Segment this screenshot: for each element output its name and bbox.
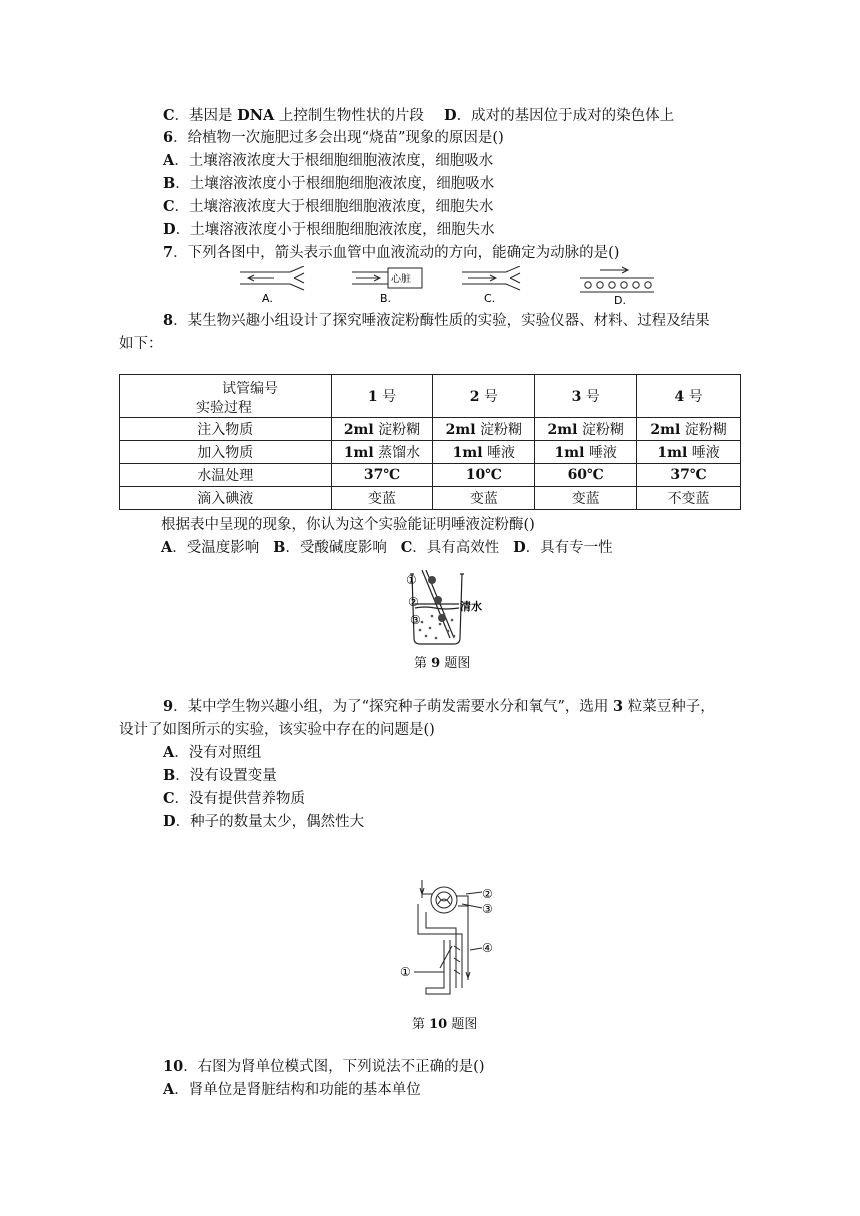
q8-stem-line1: 8．某生物兴趣小组设计了探究唾液淀粉酶性质的实验，实验仪器、材料、过程及结果: [163, 312, 710, 329]
table-cell: 2ml 淀粉糊: [331, 418, 433, 441]
option-letter: C: [163, 107, 175, 124]
table-cell: 2ml 淀粉糊: [637, 418, 741, 441]
table-cell: 2ml 淀粉糊: [535, 418, 637, 441]
mark-2: ②: [408, 595, 419, 609]
q9-option-d: D．种子的数量太少，偶然性大: [163, 813, 365, 830]
table-row: [120, 441, 741, 464]
table-cell: 10℃: [433, 464, 535, 487]
nephron-figure: [396, 876, 506, 1006]
row-label: 水温处理: [120, 464, 332, 487]
vessel-b-figure: [352, 268, 422, 288]
mark-1: ①: [400, 965, 411, 979]
q6-option-d: D．土壤溶液浓度小于根细胞细胞液浓度，细胞失水: [163, 221, 495, 238]
q9-stem-line2: 设计了如图所示的实验，该实验中存在的问题是(): [119, 722, 435, 738]
renal-capsule: [431, 887, 457, 913]
table-cell: 1ml 唾液: [433, 441, 535, 464]
table-cell: 37℃: [331, 464, 433, 487]
table-corner-cell: [120, 375, 332, 418]
q10-stem: 10．右图为肾单位模式图，下列说法不正确的是(): [163, 1058, 485, 1075]
vessel-a-label: A.: [262, 292, 273, 305]
experiment-table: [119, 374, 741, 510]
row-label: 滴入碘液: [120, 487, 332, 510]
table-header-cell: 3 号: [535, 375, 637, 418]
q7-vessel-diagrams: [230, 266, 670, 308]
table-cell: 37℃: [637, 464, 741, 487]
table-cell: 变蓝: [433, 487, 535, 510]
q5-option-c: C．基因是 DNA 上控制生物性状的片段: [163, 107, 424, 124]
heart-label: 心脏: [391, 274, 411, 285]
water-label: 清水: [460, 600, 482, 613]
corner-top-label: 试管编号: [222, 381, 278, 397]
q8-stem-line2: 如下：: [119, 336, 163, 352]
vessel-c-label: C.: [484, 292, 496, 305]
table-header-row: [120, 375, 741, 418]
table-cell: 变蓝: [535, 487, 637, 510]
seed-1: [428, 576, 436, 584]
row-label: 加入物质: [120, 441, 332, 464]
table-header-cell: 2 号: [433, 375, 535, 418]
mark-3: ③: [482, 902, 493, 916]
glomerulus: [436, 892, 452, 908]
q9-option-a: A．没有对照组: [163, 744, 262, 761]
q6-option-c: C．土壤溶液浓度大于根细胞细胞液浓度，细胞失水: [163, 198, 494, 215]
mark-3: ③: [410, 613, 421, 627]
q9-option-c: C．没有提供营养物质: [163, 790, 306, 807]
table-header-cell: 1 号: [331, 375, 433, 418]
question-number: 10: [163, 1058, 184, 1075]
table-cell: 1ml 蒸馏水: [331, 441, 433, 464]
q9-option-b: B．没有设置变量: [163, 767, 277, 784]
q10-option-a: A．肾单位是肾脏结构和功能的基本单位: [163, 1081, 421, 1098]
table-cell: 不变蓝: [637, 487, 741, 510]
q9-stem-line1: 9．某中学生物兴趣小组，为了“探究种子萌发需要水分和氧气”，选用 3 粒菜豆种子，: [163, 698, 715, 715]
figure-9-caption: 第 9 题图: [414, 656, 471, 671]
row-label: 注入物质: [120, 418, 332, 441]
beaker-figure: [400, 566, 510, 648]
vessel-c-figure: [462, 266, 520, 290]
option-letter: D: [444, 107, 457, 124]
seed-2: [434, 596, 442, 604]
q8-options: A．受温度影响 B．受酸碱度影响 C．具有高效性 D．具有专一性: [161, 539, 613, 556]
question-number: 6: [163, 129, 174, 146]
table-cell: 1ml 唾液: [637, 441, 741, 464]
table-header-cell: 4 号: [637, 375, 741, 418]
table-row: [120, 464, 741, 487]
question-number: 9: [163, 698, 174, 715]
table-cell: 变蓝: [331, 487, 433, 510]
vessel-d-figure: [580, 267, 654, 292]
vessel-a-figure: [240, 266, 304, 290]
vessel-d-label: D.: [614, 294, 626, 307]
collecting-duct: [426, 940, 450, 994]
mark-2: ②: [482, 887, 493, 901]
question-number: 7: [163, 244, 174, 261]
table-cell: 1ml 唾液: [535, 441, 637, 464]
table-row: [120, 418, 741, 441]
figure-10-caption: 第 10 题图: [412, 1017, 478, 1032]
mark-1: ①: [406, 573, 417, 587]
q6-option-a: A．土壤溶液浓度大于根细胞细胞液浓度，细胞吸水: [163, 152, 494, 169]
vessel-b-label: B.: [380, 292, 392, 305]
table-cell: 2ml 淀粉糊: [433, 418, 535, 441]
corner-bottom-label: 实验过程: [196, 400, 252, 416]
seed-3: [438, 614, 446, 622]
q5-option-d: D．成对的基因位于成对的染色体上: [444, 107, 675, 124]
sediment-dots: [419, 613, 456, 640]
renal-tubule: [418, 904, 462, 988]
q7-stem: 7．下列各图中，箭头表示血管中血液流动的方向，能确定为动脉的是(): [163, 244, 620, 261]
q6-stem: 6．给植物一次施肥过多会出现“烧苗”现象的原因是(): [163, 129, 504, 146]
q8-conclusion-stem: 根据表中呈现的现象，你认为这个实验能证明唾液淀粉酶(): [161, 517, 535, 533]
q6-option-b: B．土壤溶液浓度小于根细胞细胞液浓度，细胞吸水: [163, 175, 495, 192]
table-cell: 60℃: [535, 464, 637, 487]
mark-4: ④: [482, 941, 493, 955]
question-number: 8: [163, 312, 174, 329]
table-row: [120, 487, 741, 510]
